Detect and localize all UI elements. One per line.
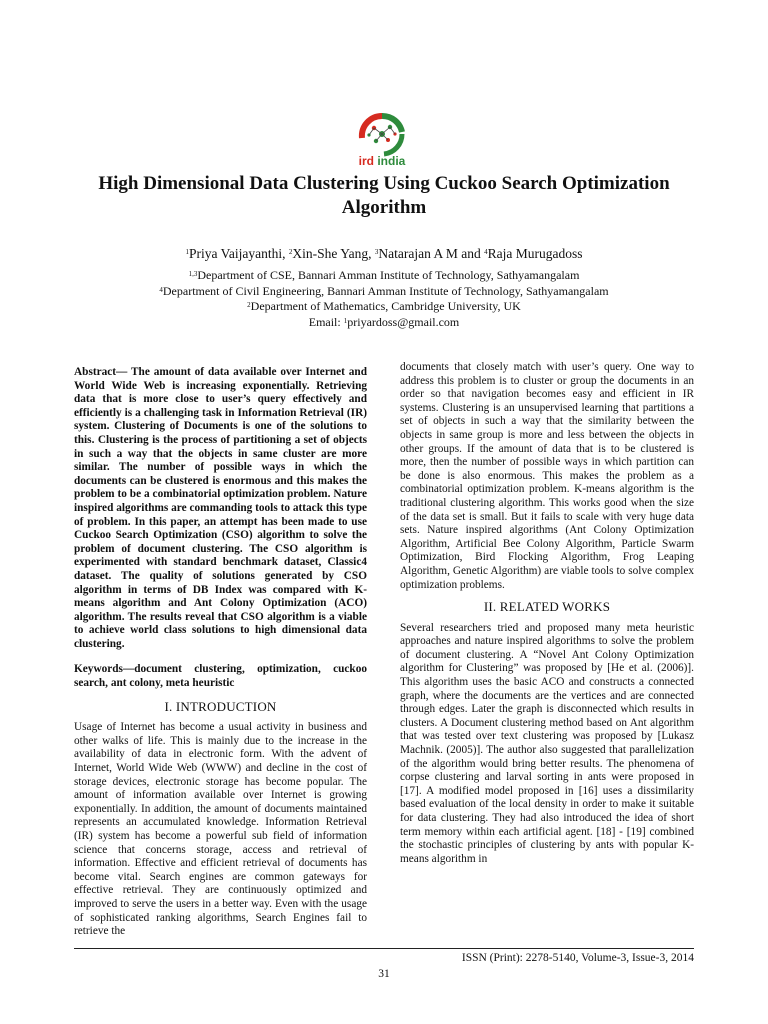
introduction-continued: documents that closely match with user’s query. One way to address this problem is to cluster or group the documents in an order so that navigation becomes easy and efficient in IR systems. Clustering is an unsupervised learning that partitions a set of objects in such a way that the similarity between the objects in same group is more and less between the objects in other groups. If the amount of data that is to be clustered is more, then the number of possible ways in which partition can be done is also enormous. This makes the problem as a combinatorial optimization problem. K-means algorithm is the traditional clustering algorithm. This works good when the size of the data set is small. But it fails to scale with very huge data sets. Nature inspired algorithms (Ant Colony Optimization Algorithm, Artificial Bee Colony Algorithm, Particle Swarm Optimization, Bird Flocking Algorithm, Frog Leaping Algorithm, Genetic Algorithm) are viable tools to solve complex optimization problems. xyxy=(400,361,694,591)
author-sup: 4 xyxy=(484,248,488,256)
author-list xyxy=(60,245,708,262)
introduction-text: Usage of Internet has become a usual activity in business and other walks of life. This is mainly due to the increase in the availability of data in electronic form. With the advent of Internet, World Wide Web (WWW) and decline in the cost of storage devices, electronic storage has become popular. The amount of information available over Internet is growing exponentially. In addition, the amount of documents maintained represents an accumulated knowledge. Information Retrieval (IR) system has become a powerful sub field of information science that concerns storage, access and retrieval of information. Effective and efficient retrieval of documents has become vital. Search engines are common gateways for effective retrieval. They are continuously optimized and improved to serve the users in a better way. Even with the usage of sophisticated ranking algorithms, Search Engines fail to retrieve the xyxy=(74,721,367,938)
affiliation-sup: 1,3 xyxy=(188,270,198,278)
email-label: Email: xyxy=(308,314,344,329)
author-sup: 2 xyxy=(288,248,293,256)
author-name: Natarajan A M and xyxy=(378,246,485,261)
author-name: Priya Vaijayanthi, xyxy=(189,246,289,261)
section-heading-related-works: II. RELATED WORKS xyxy=(483,599,611,615)
paper-title: High Dimensional Data Clustering Using Cuckoo Search Optimization Algorithm xyxy=(98,173,670,218)
affiliations xyxy=(60,268,708,330)
affiliation-line xyxy=(60,268,708,284)
affiliation-sup: 4 xyxy=(159,285,163,294)
footer-issn: ISSN (Print): 2278-5140, Volume-3, Issue-3, 2014 xyxy=(461,952,694,964)
email-sup: 1 xyxy=(343,316,348,325)
right-column xyxy=(400,361,694,866)
email-address[interactable]: priyardoss@gmail.com xyxy=(347,314,460,329)
molecule-logo-icon xyxy=(340,108,424,158)
section-heading-introduction: I. INTRODUCTION xyxy=(164,698,277,714)
page-number: 31 xyxy=(378,968,390,980)
logo-wordmark xyxy=(340,154,424,168)
keywords: Keywords—document clustering, optimization, cuckoo search, ant colony, meta heuristic xyxy=(74,663,367,690)
footer-divider xyxy=(74,948,694,949)
logo-ird: ird xyxy=(358,154,374,168)
affiliation-text: Department of CSE, Bannari Amman Institute of Technology, Sathyamangalam xyxy=(197,268,580,282)
logo-india: india xyxy=(377,154,406,168)
related-works-text: Several researchers tried and proposed many meta heuristic approaches and nature inspired algorithms to solve the problem of document clustering. A “Novel Ant Colony Optimization algorithm for Clustering” was proposed by [He et al. (2006)]. This algorithm uses the basic ACO and constructs a connected graph, where the documents are the vertices and are connected through edges. Later the graph is disconnected which results in clusters. A Document clustering method based on Ant algorithm that was tested over text clustering was proposed by [Lukasz Machnik. (2005)]. The author also suggested that parallelization of the algorithm would bring better results. The phenomena of corpse clustering and larval sorting in ants were proposed in [17]. A modified model proposed in [16] uses a dissimilarity based evaluation of the local density in order to make it suitable for data clustering. They had also introduced the idea of short term memory within each artificial agent. [18] - [19] combined the stochastic principles of clustering by ants with popular K-means algorithm in xyxy=(400,621,694,865)
author-name: Xin-She Yang, xyxy=(292,246,375,261)
affiliation-sup: 2 xyxy=(247,301,251,309)
left-column xyxy=(74,366,367,939)
affiliation-text: Department of Civil Engineering, Bannari Amman Institute of Technology, Sathyamangalam xyxy=(162,283,609,298)
affiliation-text: Department of Mathematics, Cambridge University, UK xyxy=(250,299,521,313)
author-name: Raja Murugadoss xyxy=(487,246,583,261)
author-sup: 1 xyxy=(185,248,189,256)
journal-logo xyxy=(340,108,424,170)
abstract: Abstract— The amount of data available over Internet and World Wide Web is increasing exponentially. Retrieving data that is more close to user’s query effectively and efficiently is a challenging task in Information Retrieval (IR) system. Clustering of Documents is one of the solutions to this. Clustering is the process of partitioning a set of objects in such a way that the objects in same cluster are more similar. The number of possible ways in which the documents can be clustered is enormous and this makes the problem to be a combinatorial optimization problem. Nature inspired algorithms are commanding tools to attack this type of problem. In this paper, an attempt has been made to use Cuckoo Search Optimization (CSO) algorithm to solve the problem of document clustering. The CSO algorithm is experimented with standard benchmark dataset, Classic4 dataset. The quality of solutions generated by CSO algorithm in terms of DB Index was compared with K-means algorithm and Ant Colony Optimization (ACO) algorithm. The results reveal that CSO algorithm is a viable to achieve world class solutions to high dimensional data clustering. xyxy=(74,366,367,650)
affiliation-line xyxy=(60,284,708,300)
email-line xyxy=(60,315,708,331)
author-sup: 3 xyxy=(374,248,379,256)
affiliation-line xyxy=(60,299,708,315)
